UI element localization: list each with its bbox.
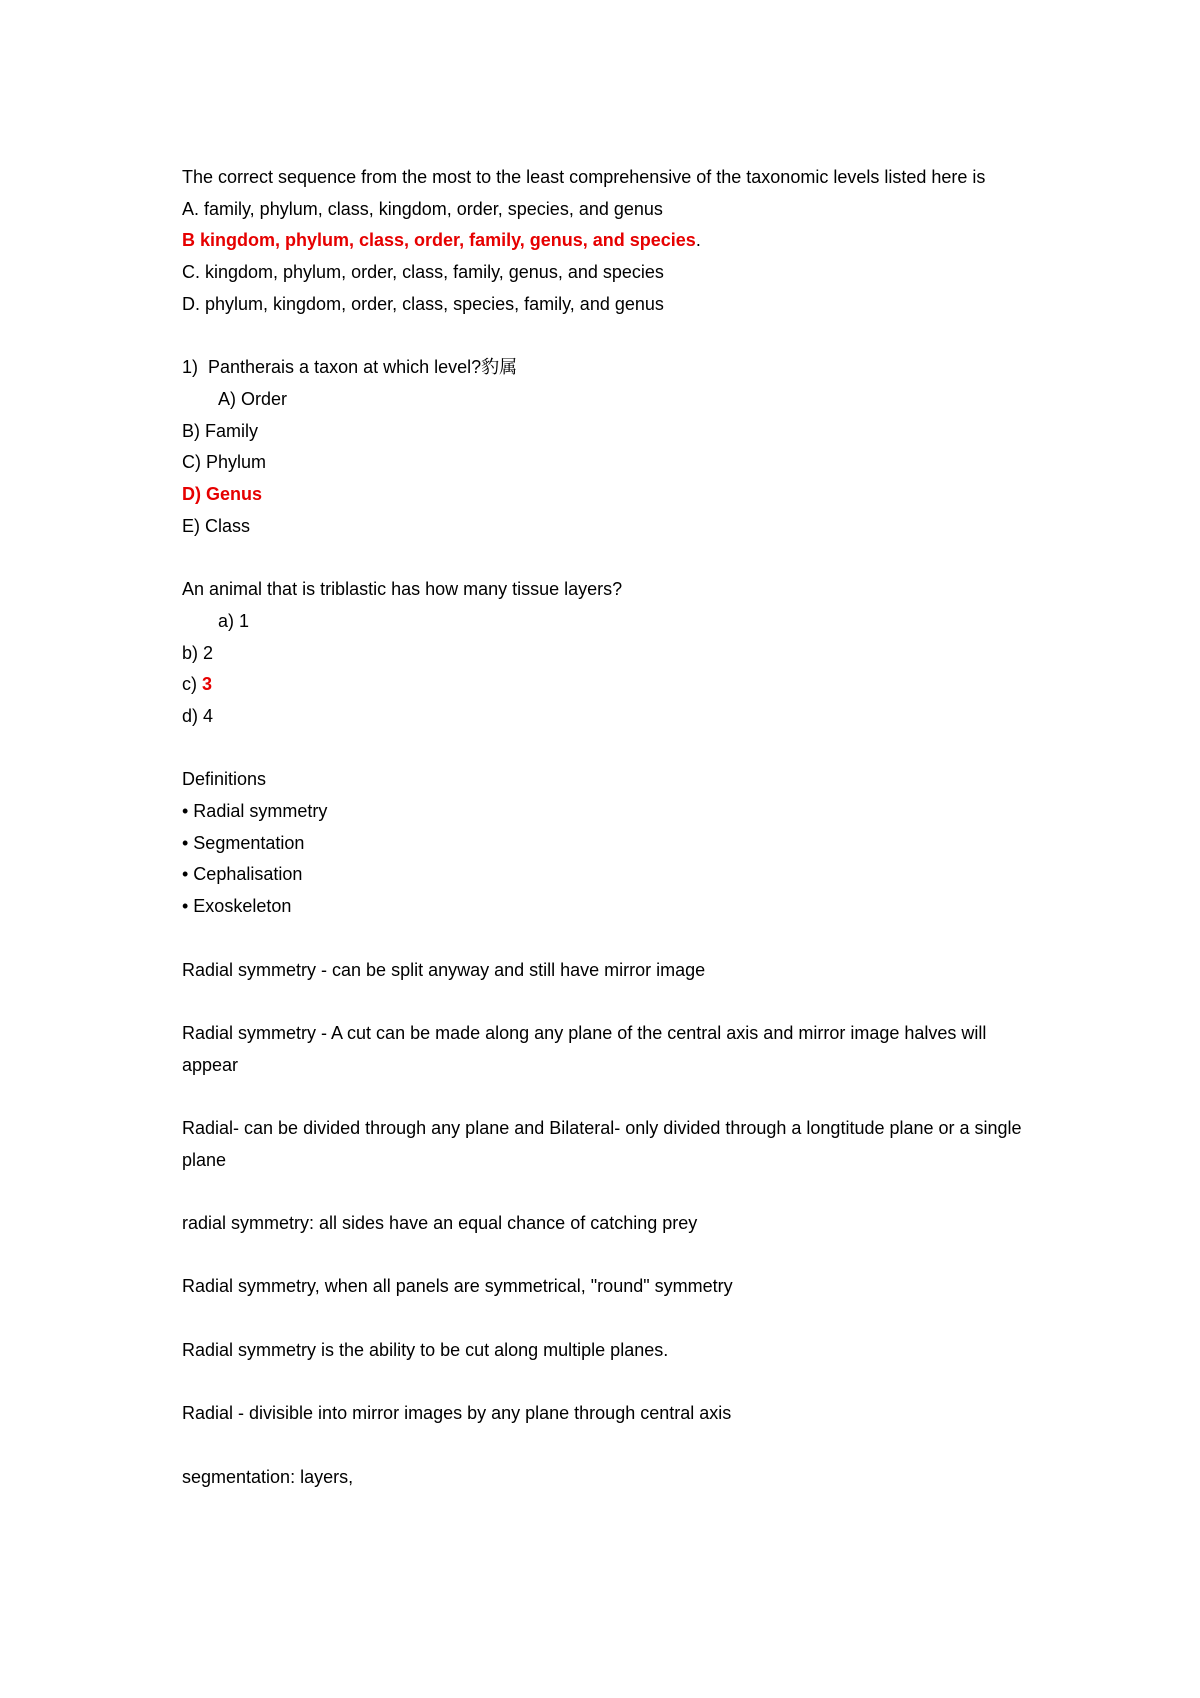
option-c-label: c) [182,674,202,695]
question-3-option-d: d) 4 [182,705,214,726]
question-2-option-e: E) Class [182,515,251,536]
note-paragraph: Radial symmetry, when all panels are symmetrical, "round" symmetry [182,1276,733,1297]
question-2-option-b: B) Family [182,420,258,441]
question-3-option-b: b) 2 [182,642,214,663]
question-1-option-d: D. phylum, kingdom, order, class, species, family, and genus [182,293,664,314]
note-paragraph: Radial symmetry - A cut can be made along any plane of the central axis and mirror image halves will appear [182,1022,987,1075]
spacer [182,1240,1028,1272]
spacer [182,1367,1028,1399]
question-2-text: Pantherais a taxon at which level?豹属 [208,357,518,378]
note-paragraph: segmentation: layers, [182,1466,354,1487]
question-3-option-c [182,669,1028,701]
question-2-number: 1) [182,357,199,378]
note-paragraph: Radial symmetry - can be split anyway and still have mirror image [182,959,706,980]
spacer [182,733,1028,765]
definitions-heading: Definitions [182,769,267,790]
question-2-option-a: A) Order [218,388,288,409]
note-paragraph: radial symmetry: all sides have an equal chance of catching prey [182,1213,698,1234]
question-3-option-a: a) 1 [218,610,250,631]
spacer [182,986,1028,1018]
definition-item: • Cephalisation [182,864,303,885]
question-2-option-c: C) Phylum [182,452,267,473]
definition-item: • Radial symmetry [182,801,328,822]
correct-answer-highlight: 3 [202,674,213,695]
document-body [182,162,1028,1493]
question-1-stem: The correct sequence from the most to the least comprehensive of the taxonomic levels listed here is [182,167,986,187]
note-paragraph: Radial - divisible into mirror images by any plane through central axis [182,1403,732,1424]
question-2-option-d: D) Genus [182,484,263,505]
spacer [182,1176,1028,1208]
question-1-option-b [182,225,1028,257]
spacer [182,1430,1028,1462]
question-1-option-a: A. family, phylum, class, kingdom, order, species, and genus [182,198,663,219]
option-b-period: . [695,230,701,251]
spacer [182,321,1028,353]
spacer [182,542,1028,574]
spacer [182,1081,1028,1113]
definition-item: • Exoskeleton [182,896,292,917]
note-paragraph: Radial symmetry is the ability to be cut along multiple planes. [182,1339,669,1360]
note-paragraph: Radial- can be divided through any plane and Bilateral- only divided through a longtitude plane or a single plane [182,1118,1022,1170]
correct-answer-highlight: B kingdom, phylum, class, order, family, genus, and species [182,230,696,251]
question-2-stem [182,352,1028,384]
spacer [182,1303,1028,1335]
question-3-stem: An animal that is triblastic has how many tissue layers? [182,579,623,600]
definition-item: • Segmentation [182,832,305,853]
question-1-option-c: C. kingdom, phylum, order, class, family, genus, and species [182,262,664,283]
spacer [182,923,1028,955]
